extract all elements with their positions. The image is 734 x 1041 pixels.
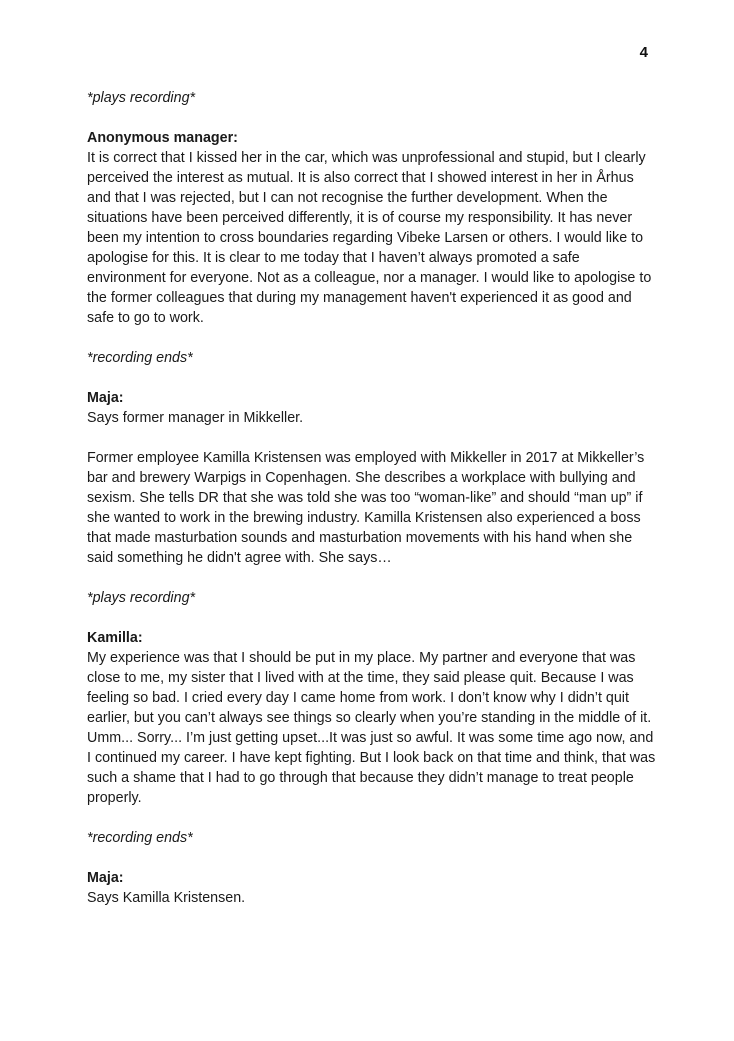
speech-text: Says Kamilla Kristensen. <box>87 890 246 906</box>
narration-paragraph: Former employee Kamilla Kristensen was employed with Mikkeller in 2017 at Mikkeller’s bar and brewery Warpigs in Copenhagen. She describes a workplace with bullying and sexism. She tells DR that she was told she was too “woman-like” and should “man up” if she wanted to work in the brewing industry. Kamilla Kristensen also experienced a boss that made masturbation sounds and masturbation movements with his hand when she said something he didn't agree with. She says… <box>87 450 645 566</box>
stage-direction-recording-ends: *recording ends* <box>87 830 193 846</box>
speaker-name: Maja: <box>87 870 124 886</box>
dialogue-maja <box>87 868 657 908</box>
dialogue-maja <box>87 388 657 428</box>
page-number: 4 <box>639 44 648 61</box>
speech-text: It is correct that I kissed her in the car, which was unprofessional and stupid, but I clearly perceived the interest as mutual. It is also correct that I showed interest in her in Århus and that I was rejected, but I can not recognise the further development. When the situations have been perceived differently, it is of course my responsibility. It has never been my intention to cross boundaries regarding Vibeke Larsen or others. I would like to apologise for this. It is clear to me today that I haven’t always promoted a safe environment for everyone. Not as a colleague, nor a manager. I would like to apologise to the former colleagues that during my management haven't experienced it as good and safe to go to work. <box>87 150 652 326</box>
transcript-body <box>87 88 657 928</box>
speech-text: My experience was that I should be put in my place. My partner and everyone that was close to me, my sister that I lived with at the time, they said please quit. Because I was feeling so bad. I cried every day I came home from work. I don’t know why I didn’t quit earlier, but you can’t always see things so clearly when you’re standing in the middle of it. Umm... Sorry... I’m just getting upset...It was just so awful. It was some time ago now, and I continued my career. I have kept fighting. But I look back on that time and think, that was such a shame that I had to go through that because they didn’t manage to treat people properly. <box>87 650 656 806</box>
dialogue-kamilla <box>87 628 657 808</box>
speaker-name: Maja: <box>87 390 124 406</box>
speech-text: Says former manager in Mikkeller. <box>87 410 304 426</box>
stage-direction-plays-recording: *plays recording* <box>87 90 196 106</box>
speaker-name: Anonymous manager: <box>87 130 238 146</box>
stage-direction-plays-recording: *plays recording* <box>87 590 196 606</box>
dialogue-anonymous-manager <box>87 128 657 328</box>
speaker-name: Kamilla: <box>87 630 143 646</box>
stage-direction-recording-ends: *recording ends* <box>87 350 193 366</box>
